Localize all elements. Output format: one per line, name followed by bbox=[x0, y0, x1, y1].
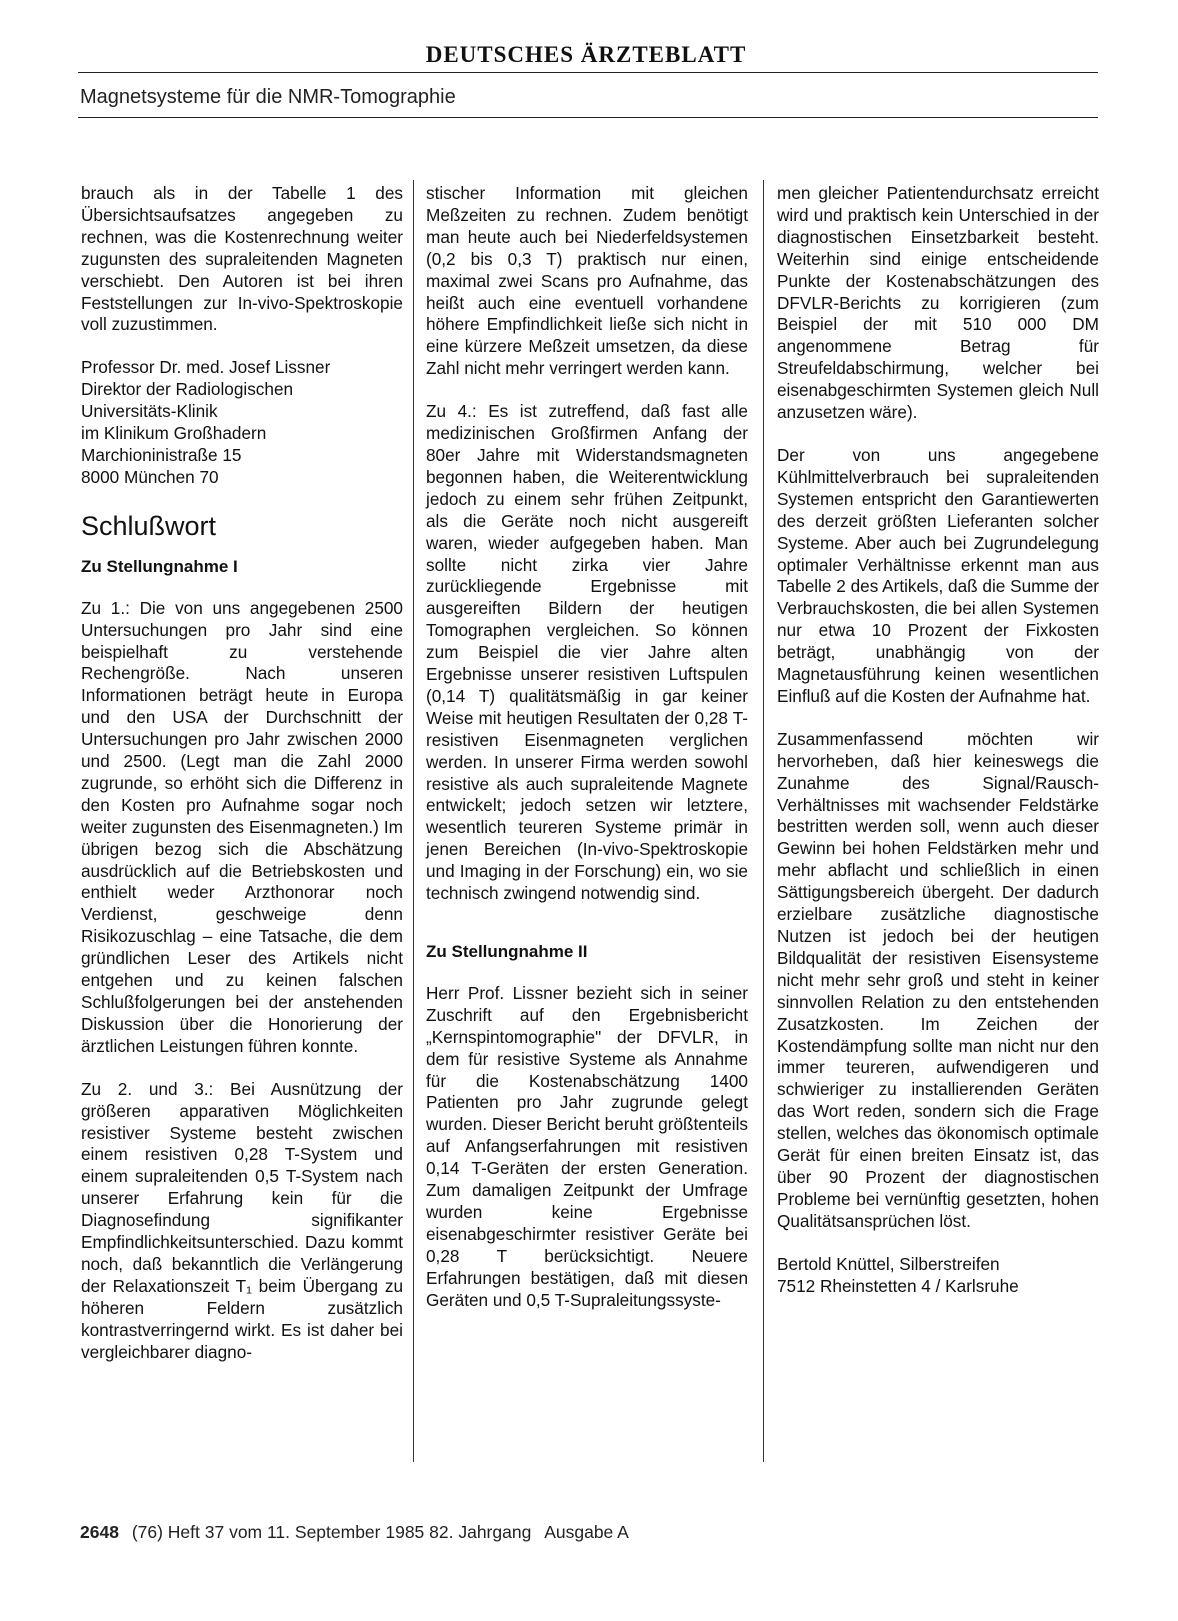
section-heading: Schlußwort bbox=[81, 510, 217, 541]
column-divider-1 bbox=[413, 180, 414, 1462]
column-2 bbox=[426, 183, 748, 1333]
subsection-heading: Zu Stellungnahme II bbox=[426, 942, 588, 961]
signature bbox=[777, 1254, 1099, 1298]
paragraph: Zu 4.: Es ist zutreffend, daß fast alle medizinischen Großfirmen Anfang der 80er Jahre mit Widerstandsmagneten begonnen haben, die Weiterentwicklung jedoch zu einem sehr frühen Zeitpunkt, als die Geräte noch nicht ausgereift waren, wieder aufgegeben haben. Man sollte nicht zirka vier Jahre zurückliegende Ergebnisse mit ausgereiften Bildern der heutigen Tomographen vergleichen. So können zum Beispiel die vier Jahre alten Ergebnisse unserer resistiven Luftspulen (0,14 T) qualitätsmäßig in gar keiner Weise mit heutigen Resultaten der 0,28 T-resistiven Eisenmagneten verglichen werden. In unserer Firma werden sowohl resistive als auch supraleitende Magnete entwickelt; jedoch setzen wir letztere, wesentlich teureren Systeme primär in jenen Bereichen (In-vivo-Spektroskopie und Imaging in der Forschung) ein, wo sie technisch zwingend notwendig sind. bbox=[426, 401, 748, 904]
signature-line: Bertold Knüttel, Silberstreifen bbox=[777, 1253, 1000, 1274]
paragraph: stischer Information mit gleichen Meßzeiten zu rechnen. Zudem benötigt man heute auch bei Niederfeldsystemen (0,2 bis 0,3 T) praktisch nur einen, maximal zwei Scans pro Aufnahme, das heißt auch eine eventuell vorhandene höhere Empfindlichkeit ließe sich nicht in eine kürzere Meßzeit umsetzen, da diese Zahl nicht mehr verringert werden kann. bbox=[426, 183, 748, 379]
paragraph: Zu 2. und 3.: Bei Ausnützung der größeren apparativen Möglichkeiten resistiver Systeme besteht zwischen einem resistiven 0,28 T-System und einem supraleitenden 0,5 T-System nach unserer Erfahrung kein für die Diagnosefindung signifikanter Empfindlichkeitsunterschied. Dazu kommt noch, daß bekanntlich die Verlängerung der Relaxationszeit T₁ beim Übergang zu höheren Feldern zusätzlich kontrastverringernd wirkt. Es ist daher bei vergleichbarer diagno- bbox=[81, 1078, 403, 1362]
column-1 bbox=[81, 183, 403, 1385]
paragraph: men gleicher Patientendurchsatz erreicht wird und praktisch kein Unterschied in der diagnostischen Einsetzbarkeit besteht. Weiterhin sind einige entscheidende Punkte der Kostenabschätzungen des DFVLR-Berichts zu korrigieren (zum Beispiel der mit 510 000 DM angenommene Betrag für Streufeldabschirmung, welcher bei eisenabgeschirmten Systemen gleich Null anzusetzen wäre). bbox=[777, 183, 1099, 423]
paragraph: brauch als in der Tabelle 1 des Übersichtsaufsatzes angegeben zu rechnen, was die Kostenrechnung weiter zugunsten des supraleitenden Magneten verschiebt. Den Autoren ist bei ihren Feststellungen zur In-vivo-Spektroskopie voll zuzustimmen. bbox=[81, 183, 403, 335]
address-line: Universitäts-Klinik bbox=[81, 401, 218, 422]
column-3 bbox=[777, 183, 1099, 1319]
paragraph: Zusammenfassend möchten wir hervorheben, daß hier keineswegs die Zunahme des Signal/Rausch-Verhältnisses mit wachsender Feldstärke bestritten werden soll, wenn auch dieser Gewinn bei hohen Feldstärken mehr und mehr abflacht und schließlich in einen Sättigungsbereich übergeht. Der dadurch erzielbare zusätzliche diagnostische Nutzen ist jedoch bei der heutigen Bildqualität der resistiven Eisensysteme nicht mehr sehr groß und steht in keiner sinnvollen Relation zu den entstehenden Zusatzkosten. Im Zeichen der Kostendämpfung sollte man nicht nur den immer teureren, aufwendigeren und schwieriger zu installierenden Geräten das Wort reden, sondern sich die Frage stellen, welches das ökonomisch optimale Gerät für einen breiten Einsatz ist, das über 90 Prozent der diagnostischen Probleme bei vernünftig gesetzten, hohen Qualitätsansprüchen löst. bbox=[777, 728, 1099, 1231]
subsection-heading: Zu Stellungnahme I bbox=[81, 556, 238, 576]
header-rule-bottom bbox=[78, 117, 1098, 118]
issue-info: (76) Heft 37 vom 11. September 1985 82. Jahrgang bbox=[131, 1522, 532, 1542]
header-rule-top bbox=[78, 72, 1098, 73]
signature-line: 7512 Rheinstetten 4 / Karlsruhe bbox=[777, 1275, 1019, 1296]
author-address bbox=[81, 357, 403, 488]
paragraph: Der von uns angegebene Kühlmittelverbrauch bei supraleitenden Systemen entspricht den Garantiewerten des derzeit größten Lieferanten solcher Systeme. Aber auch bei Zugrundelegung optimaler Verhältnisse erkennt man aus Tabelle 2 des Artikels, daß die Summe der Verbrauchskosten, die bei allen Systemen nur etwa 10 Prozent der Fixkosten beträgt, unabhängig von der Magnetausführung keinen wesentlichen Einfluß auf die Kosten der Aufnahme hat. bbox=[777, 444, 1099, 706]
address-line: 8000 München 70 bbox=[81, 466, 219, 487]
address-line: im Klinikum Großhadern bbox=[81, 423, 267, 444]
paragraph: Zu 1.: Die von uns angegebenen 2500 Untersuchungen pro Jahr sind eine beispielhaft zu verstehende Rechengröße. Nach unseren Informationen beträgt heute in Europa und den USA der Durchschnitt der Untersuchungen pro Jahr zwischen 2000 und 2500. (Legt man die Zahl 2000 zugrunde, so erhöht sich die Differenz in den Kosten pro Aufnahme sogar noch weiter zugunsten des Eisenmagneten.) Im übrigen bezog sich die Abschätzung ausdrücklich auf die Betriebskosten und enthielt weder Arzthonorar noch Verdienst, geschweige denn Risikozuschlag – eine Tatsache, die dem gründlichen Leser des Artikels nicht entgehen und zu keinen falschen Schlußfolgerungen bei der anstehenden Diskussion über die Honorierung der ärztlichen Leistungen führen konnte. bbox=[81, 597, 403, 1056]
paragraph: Herr Prof. Lissner bezieht sich in seiner Zuschrift auf den Ergebnisbericht „Kernspintomographie" der DFVLR, in dem für resistive Systeme als Annahme für die Kostenabschätzung 1400 Patienten pro Jahr zugrunde gelegt wurden. Dieser Bericht beruht größtenteils auf Anfangserfahrungen mit resistiven 0,14 T-Geräten der ersten Generation. Zum damaligen Zeitpunkt der Umfrage wurden keine Ergebnisse eisenabgeschirmter resistiver Geräte bei 0,28 T berücksichtigt. Neuere Erfahrungen bestätigen, daß mit diesen Geräten und 0,5 T-Supraleitungssyste- bbox=[426, 982, 748, 1310]
article-title: Magnetsysteme für die NMR-Tomographie bbox=[80, 86, 456, 108]
column-divider-2 bbox=[763, 180, 764, 1462]
page-footer bbox=[80, 1522, 629, 1543]
address-line: Direktor der Radiologischen bbox=[81, 379, 294, 400]
edition: Ausgabe A bbox=[544, 1522, 629, 1542]
page-number: 2648 bbox=[80, 1522, 119, 1542]
journal-masthead: DEUTSCHES ÄRZTEBLATT bbox=[425, 42, 747, 67]
author-name: Professor Dr. med. Josef Lissner bbox=[81, 357, 331, 378]
address-line: Marchioninistraße 15 bbox=[81, 444, 242, 465]
